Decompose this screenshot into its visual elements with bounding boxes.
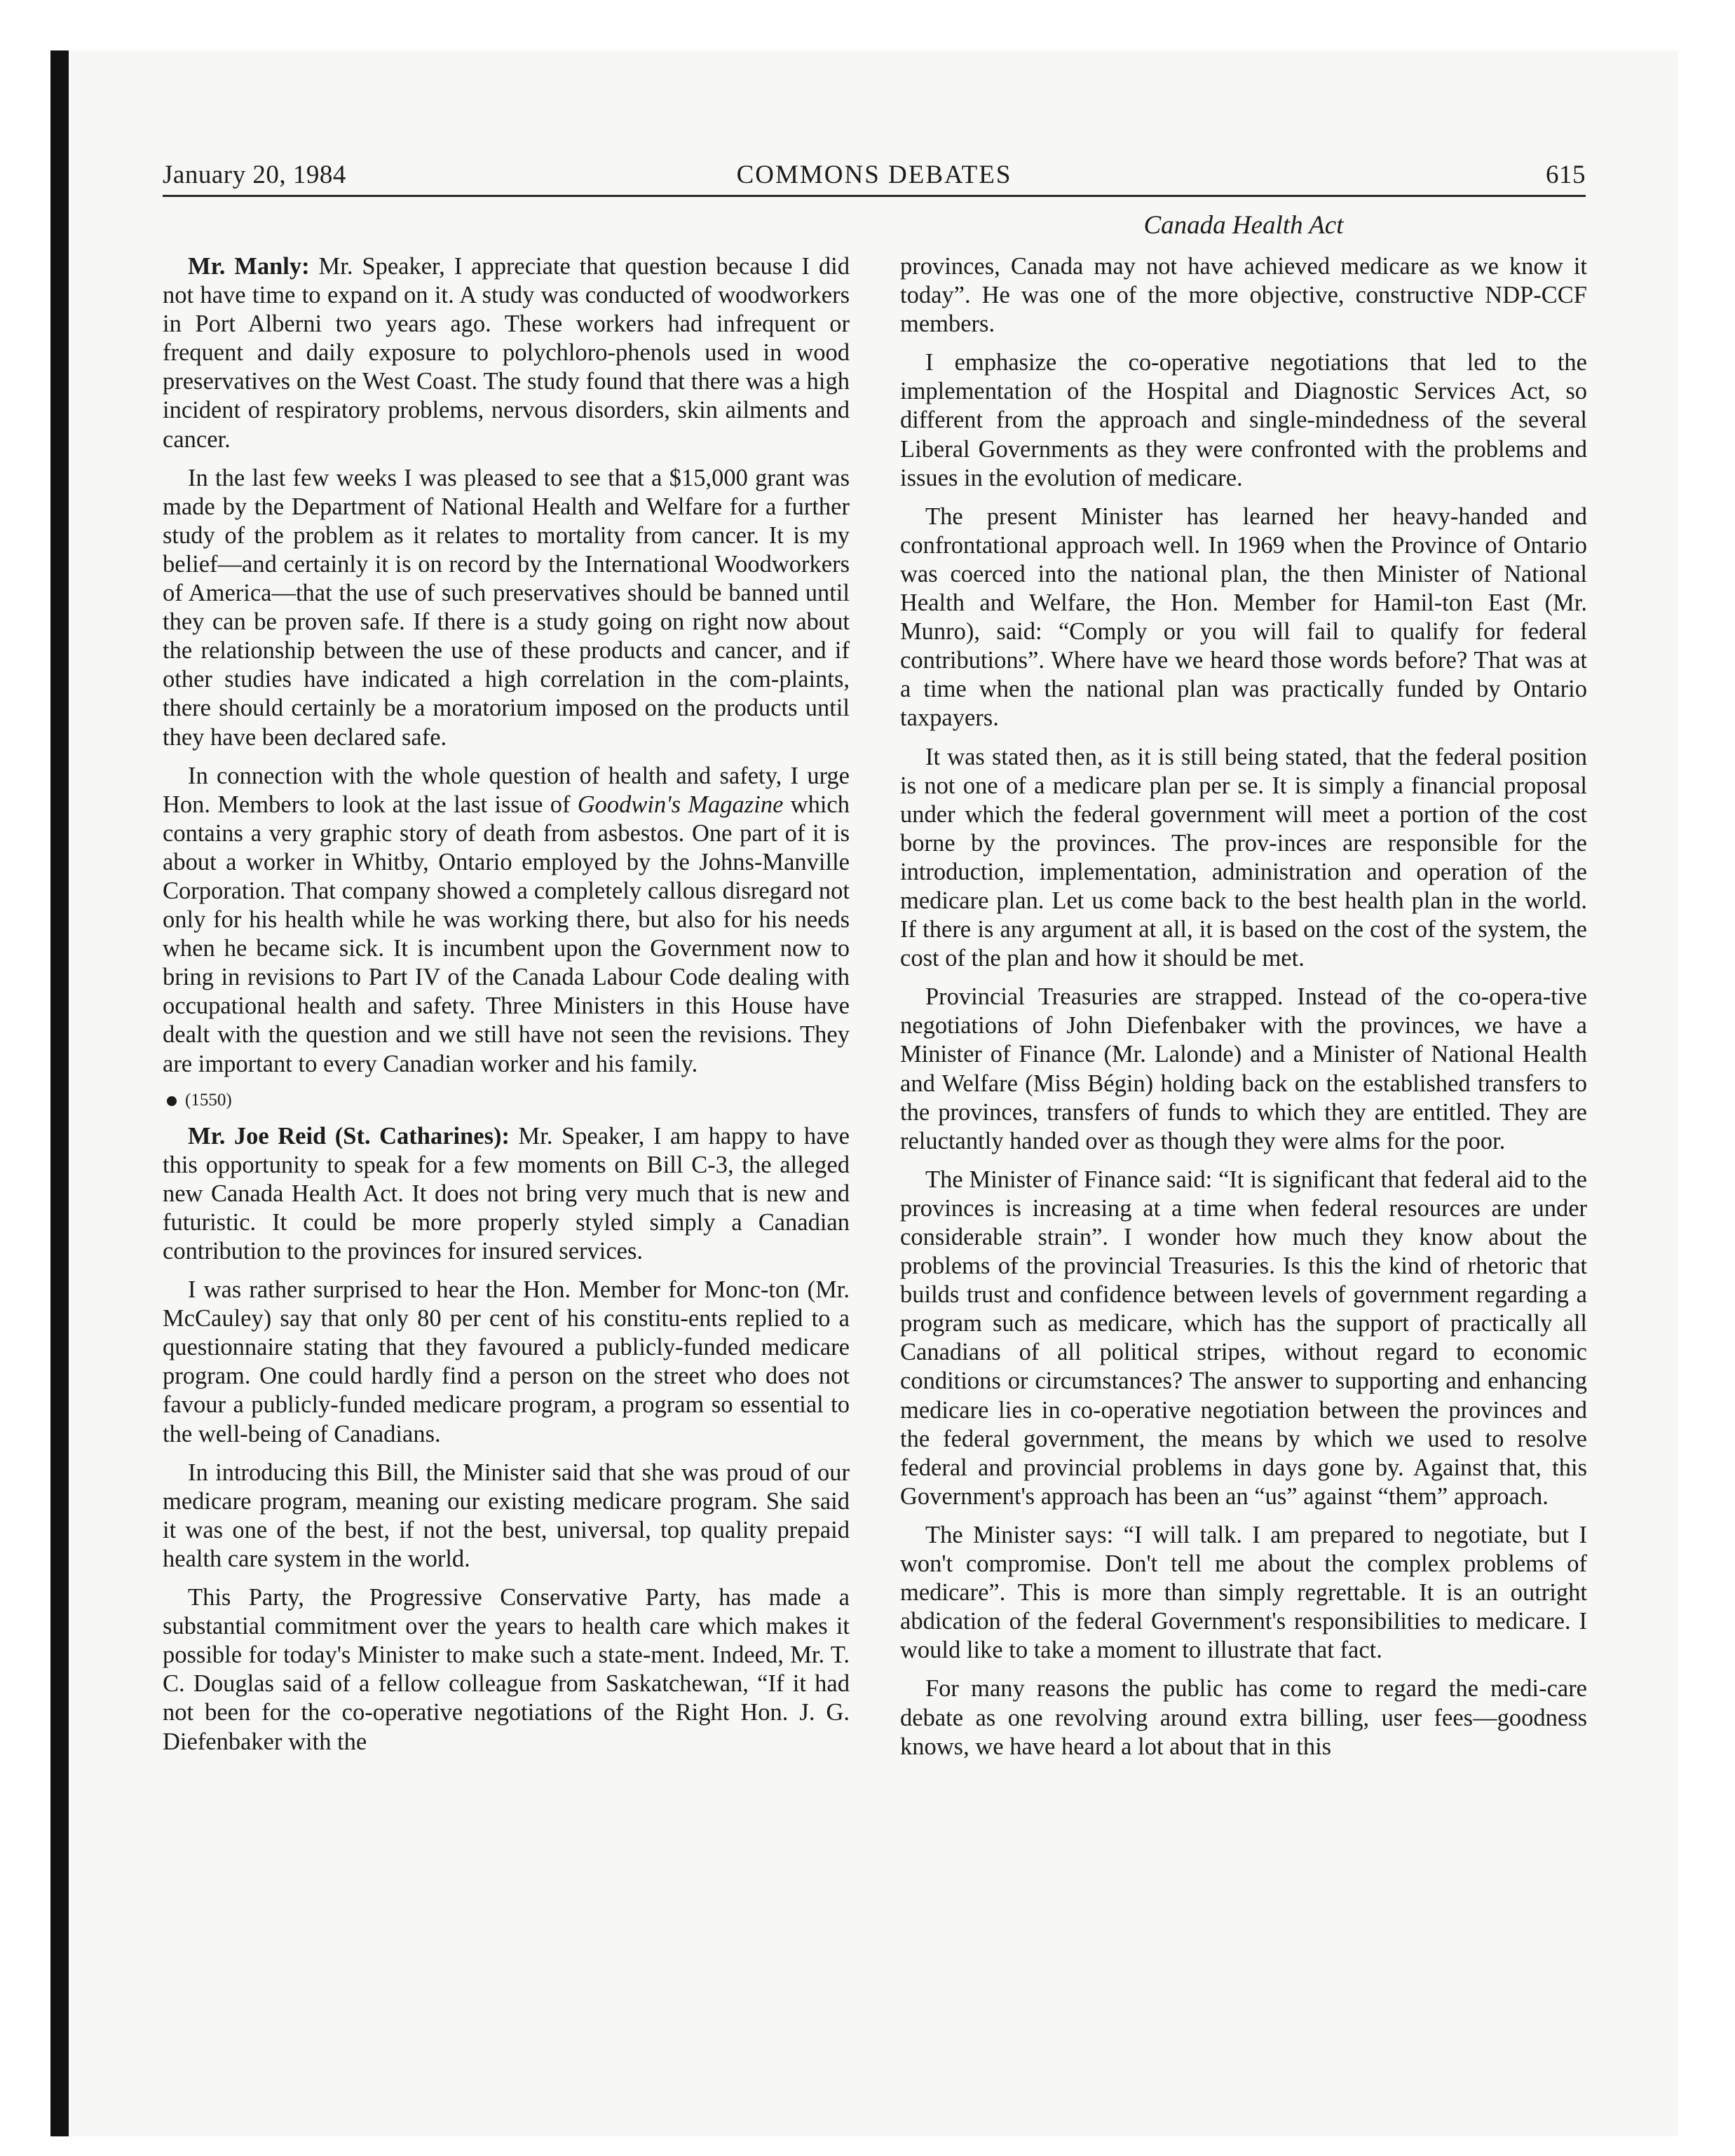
paragraph-goodwins — [163, 762, 850, 1079]
speaker-name: Mr. Joe Reid (St. Catharines): — [188, 1122, 510, 1149]
bullet-icon — [167, 1096, 177, 1106]
header-page-number: 615 — [1546, 161, 1586, 189]
paragraph-text: which contains a very graphic story of death from asbestos. One part of it is about a worker in Whitby, Ontario employed by the Johns-Manville Corporation. That company showed a completely callous disregard not only for his health while he was working there, but also for his needs when he became sick. It is incumbent upon the Government now to bring in revisions to Part IV of the Canada Labour Code dealing with occupational health and safety. Three Ministers in this House have dealt with the question and we still have not seen the revisions. They are important to every Canadian worker and his family. — [163, 791, 850, 1077]
paragraph: In introducing this Bill, the Minister said that she was proud of our medicare program, meaning our existing medicare program. She said it was one of the best, if not the best, universal, top quality prepaid health care system in the world. — [163, 1459, 850, 1572]
paragraph: The present Minister has learned her heavy-handed and confrontational approach well. In 1969 when the Province of Ontario was coerced into the national plan, the then Minister of National Health and Welfare, the Hon. Member for Hamil-ton East (Mr. Munro), said: “Comply or you will fail to qualify for federal contributions”. Where have we heard those words before? That was at a time when the national plan was practically funded by Ontario taxpayers. — [900, 503, 1587, 732]
paragraph: For many reasons the public has come to regard the medi-care debate as one revolving around extra billing, user fees—goodness knows, we have heard a lot about that in this — [900, 1675, 1587, 1760]
right-column — [900, 252, 1587, 1771]
paragraph-text: Mr. Speaker, I appreciate that question because I did not have time to expand on it. A study was conducted of woodworkers in Port Alberni two years ago. These workers had infrequent or frequent and daily exposure to polychloro-phenols used in wood preservatives on the West Coast. The study found that there was a high incident of respiratory problems, nervous disorders, skin ailments and cancer. — [163, 253, 850, 453]
paragraph: In the last few weeks I was pleased to see that a $15,000 grant was made by the Department of National Health and Welfare for a further study of the problem as it relates to mortality from cancer. It is my belief—and certainly it is on record by the International Woodworkers of America—that the use of such preservatives should be banned until they can be proven safe. If there is a study going on right now about the relationship between the use of these products and cancer, and if other studies have indicated a high correlation in the com-plaints, there should certainly be a moratorium imposed on the products until they have been declared safe. — [163, 464, 850, 751]
paragraph: It was stated then, as it is still being stated, that the federal position is not one of a medicare plan per se. It is simply a financial proposal under which the federal government will meet a portion of the cost borne by the provinces. The prov-inces are responsible for the introduction, implementation, administration and operation of the medicare plan. Let us come back to the best health plan in the world. If there is any argument at all, it is based on the cost of the system, the cost of the plan and how it should be met. — [900, 743, 1587, 972]
page-header — [163, 160, 1586, 196]
paragraph-continued: provinces, Canada may not have achieved medicare as we know it today”. He was one of the more objective, constructive NDP-CCF members. — [900, 253, 1587, 338]
publication-title: Goodwin's Magazine — [577, 791, 784, 818]
paragraph: I was rather surprised to hear the Hon. Member for Monc-ton (Mr. McCauley) say that only 80 per cent of his constitu-ents replied to a questionnaire stating that they favoured a publicly-funded medicare program. One could hardly find a person on the street who does not favour a publicly-funded medicare program, a program so essential to the well-being of Canadians. — [163, 1276, 850, 1447]
paragraph-text: In connection with the whole question of health and safety, I urge Hon. Members to look at the last issue of — [163, 762, 850, 818]
timestamp — [167, 1089, 850, 1112]
header-rule — [163, 195, 1586, 197]
paragraph: I emphasize the co-operative negotiations that led to the implementation of the Hospital and Diagnostic Services Act, so different from the approach and single-mindedness of the several Liberal Governments as they were confronted with the problems and issues in the evolution of medicare. — [900, 349, 1587, 491]
paragraph-text: Mr. Speaker, I am happy to have this opportunity to speak for a few moments on Bill C-3, the alleged new Canada Health Act. It does not bring very much that is new and futuristic. It could be more properly styled simply a Canadian contribution to the provinces for insured services. — [163, 1122, 850, 1264]
paragraph: This Party, the Progressive Conservative Party, has made a substantial commitment over the years to health care which makes it possible for today's Minister to make such a state-ment. Indeed, Mr. T. C. Douglas said of a fellow colleague from Saskatchewan, “If it had not been for the co-operative negotiations of the Right Hon. J. G. Diefenbaker with the — [163, 1584, 850, 1755]
paragraph: Provincial Treasuries are strapped. Instead of the co-opera-tive negotiations of John Diefenbaker with the provinces, we have a Minister of Finance (Mr. Lalonde) and a Minister of National Health and Welfare (Miss Bégin) holding back on the established transfers to the provinces, transfers of funds to which they are entitled. They are reluctantly handed over as though they were alms for the poor. — [900, 983, 1587, 1154]
paragraph-manly — [163, 252, 850, 454]
timestamp-text: (1550) — [185, 1090, 232, 1110]
paragraph: The Minister of Finance said: “It is significant that federal aid to the provinces is increasing at a time when federal resources are under considerable strain”. I wonder how much they know about the problems of the provincial Treasuries. Is this the kind of rhetoric that builds trust and confidence between levels of government regarding a program such as medicare, which has the support of practically all Canadians of all political stripes, without regard to economic conditions or circumstances? The answer to supporting and enhancing medicare lies in co-operative negotiation between the provinces and the federal government, the means by which we used to resolve federal and provincial problems in days gone by. Against that, this Government's approach has been an “us” against “them” approach. — [900, 1166, 1587, 1510]
paragraph: The Minister says: “I will talk. I am prepared to negotiate, but I won't compromise. Don't tell me about the complex problems of medicare”. This is more than simply regrettable. It is an outright abdication of the federal Government's responsibilities to medicare. I would like to take a moment to illustrate that fact. — [900, 1521, 1587, 1664]
header-date: January 20, 1984 — [163, 161, 346, 189]
running-head: Canada Health Act — [1143, 211, 1344, 240]
scan-edge — [50, 50, 69, 2136]
paragraph-reid — [163, 1122, 850, 1266]
header-title: COMMONS DEBATES — [736, 161, 1012, 189]
left-column — [163, 252, 850, 1766]
speaker-name: Mr. Manly: — [188, 253, 310, 280]
